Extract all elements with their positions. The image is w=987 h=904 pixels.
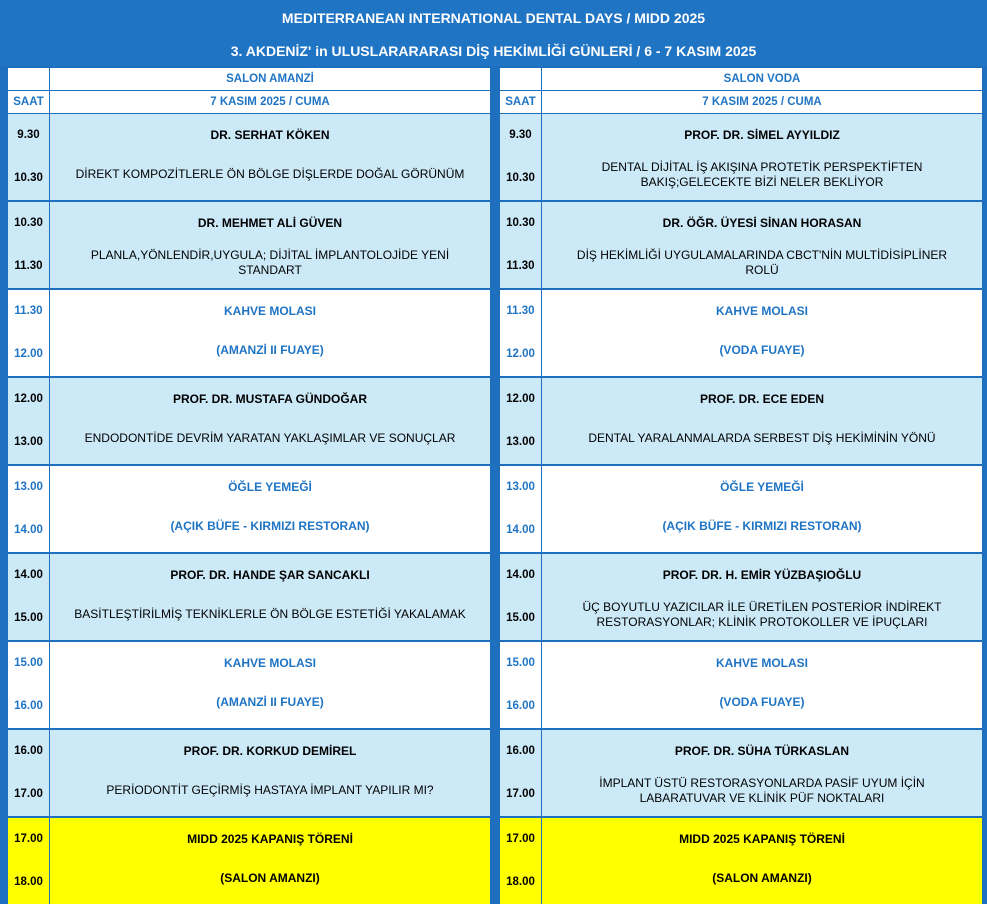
schedule-header [0, 0, 987, 66]
end-time: 12.00 [8, 333, 49, 376]
talk-title: DENTAL YARALANMALARDA SERBEST DİŞ HEKİMİNİN YÖNÜ [562, 417, 962, 460]
talk-title: BASİTLEŞTİRİLMİŞ TEKNİKLERLE ÖN BÖLGE ESTETİĞİ YAKALAMAK [70, 593, 470, 636]
speaker-name: PROF. DR. SÜHA TÜRKASLAN [542, 730, 982, 773]
event-subtitle: 3. AKDENİZ' in ULUSLARARARASI DİŞ HEKİMLİĞİ GÜNLERİ / 6 - 7 KASIM 2025 [230, 43, 757, 59]
start-time: 17.00 [8, 818, 49, 861]
speaker-name: PROF. DR. KORKUD DEMİREL [50, 730, 490, 773]
speaker-name: PROF. DR. ECE EDEN [542, 378, 982, 421]
talk-title: ENDODONTİDE DEVRİM YARATAN YAKLAŞIMLAR VE SONUÇLAR [70, 417, 470, 460]
saat-header: SAAT [8, 91, 49, 113]
end-time: 13.00 [8, 421, 49, 464]
session-title: MIDD 2025 KAPANIŞ TÖRENİ [50, 818, 490, 861]
start-time: 16.00 [8, 730, 49, 773]
start-time: 15.00 [500, 642, 541, 685]
end-time: 11.30 [500, 245, 541, 288]
session-location: (VODA FUAYE) [562, 681, 962, 724]
start-time: 9.30 [8, 114, 49, 157]
end-time: 10.30 [8, 157, 49, 200]
session-title: ÖĞLE YEMEĞİ [50, 466, 490, 509]
start-time: 14.00 [500, 554, 541, 597]
start-time: 11.30 [8, 290, 49, 333]
start-time: 10.30 [500, 202, 541, 245]
session-location: (AÇIK BÜFE - KIRMIZI RESTORAN) [70, 505, 470, 548]
start-time: 16.00 [500, 730, 541, 773]
speaker-name: DR. MEHMET ALİ GÜVEN [50, 202, 490, 245]
session-title: KAHVE MOLASI [542, 290, 982, 333]
start-time: 14.00 [8, 554, 49, 597]
start-time: 13.00 [500, 466, 541, 509]
event-title: MEDITERRANEAN INTERNATIONAL DENTAL DAYS / MIDD 2025 [281, 10, 706, 26]
talk-title: PERİODONTİT GEÇİRMİŞ HASTAYA İMPLANT YAPILIR MI? [70, 769, 470, 812]
date-header-left: 7 KASIM 2025 / CUMA [50, 91, 490, 113]
session-title: ÖĞLE YEMEĞİ [542, 466, 982, 509]
speaker-name: PROF. DR. HANDE ŞAR SANCAKLI [50, 554, 490, 597]
session-location: (VODA FUAYE) [562, 329, 962, 372]
end-time: 16.00 [500, 685, 541, 728]
end-time: 12.00 [500, 333, 541, 376]
saat-header-blank [500, 68, 541, 90]
end-time: 16.00 [8, 685, 49, 728]
end-time: 15.00 [500, 597, 541, 640]
talk-title: PLANLA,YÖNLENDİR,UYGULA; DİJİTAL İMPLANTOLOJİDE YENİ STANDART [70, 241, 470, 284]
session-location: (AÇIK BÜFE - KIRMIZI RESTORAN) [562, 505, 962, 548]
end-time: 13.00 [500, 421, 541, 464]
start-time: 12.00 [500, 378, 541, 421]
speaker-name: DR. SERHAT KÖKEN [50, 114, 490, 157]
end-time: 18.00 [8, 861, 49, 904]
talk-title: ÜÇ BOYUTLU YAZICILAR İLE ÜRETİLEN POSTERİOR İNDİREKT RESTORASYONLAR; KLİNİK PROTOKOLLER VE İPUÇLARI [562, 593, 962, 636]
session-location: (SALON AMANZI) [70, 857, 470, 900]
start-time: 12.00 [8, 378, 49, 421]
end-time: 18.00 [500, 861, 541, 904]
end-time: 14.00 [8, 509, 49, 552]
saat-header: SAAT [500, 91, 541, 113]
start-time: 17.00 [500, 818, 541, 861]
session-location: (AMANZİ II FUAYE) [70, 329, 470, 372]
session-title: KAHVE MOLASI [50, 642, 490, 685]
speaker-name: DR. ÖĞR. ÜYESİ SİNAN HORASAN [542, 202, 982, 245]
talk-title: DİŞ HEKİMLİĞİ UYGULAMALARINDA CBCT'NİN MULTİDİSİPLİNER ROLÜ [562, 241, 962, 284]
session-location: (AMANZİ II FUAYE) [70, 681, 470, 724]
saat-header-blank [8, 68, 49, 90]
start-time: 10.30 [8, 202, 49, 245]
talk-title: DENTAL DİJİTAL İŞ AKIŞINA PROTETİK PERSPEKTİFTEN BAKIŞ;GELECEKTE BİZİ NELER BEKLİYOR [562, 153, 962, 196]
start-time: 9.30 [500, 114, 541, 157]
start-time: 11.30 [500, 290, 541, 333]
start-time: 15.00 [8, 642, 49, 685]
speaker-name: PROF. DR. SİMEL AYYILDIZ [542, 114, 982, 157]
end-time: 10.30 [500, 157, 541, 200]
session-title: KAHVE MOLASI [50, 290, 490, 333]
session-title: MIDD 2025 KAPANIŞ TÖRENİ [542, 818, 982, 861]
end-time: 11.30 [8, 245, 49, 288]
end-time: 15.00 [8, 597, 49, 640]
salon-voda-header: SALON VODA [542, 68, 982, 90]
end-time: 17.00 [8, 773, 49, 816]
session-location: (SALON AMANZI) [562, 857, 962, 900]
date-header-right: 7 KASIM 2025 / CUMA [542, 91, 982, 113]
speaker-name: PROF. DR. MUSTAFA GÜNDOĞAR [50, 378, 490, 421]
talk-title: DİREKT KOMPOZİTLERLE ÖN BÖLGE DİŞLERDE DOĞAL GÖRÜNÜM [70, 153, 470, 196]
end-time: 14.00 [500, 509, 541, 552]
session-title: KAHVE MOLASI [542, 642, 982, 685]
talk-title: İMPLANT ÜSTÜ RESTORASYONLARDA PASİF UYUM İÇİN LABARATUVAR VE KLİNİK PÜF NOKTALARI [562, 769, 962, 812]
speaker-name: PROF. DR. H. EMİR YÜZBAŞIOĞLU [542, 554, 982, 597]
salon-amanzi-header: SALON AMANZİ [50, 68, 490, 90]
start-time: 13.00 [8, 466, 49, 509]
end-time: 17.00 [500, 773, 541, 816]
